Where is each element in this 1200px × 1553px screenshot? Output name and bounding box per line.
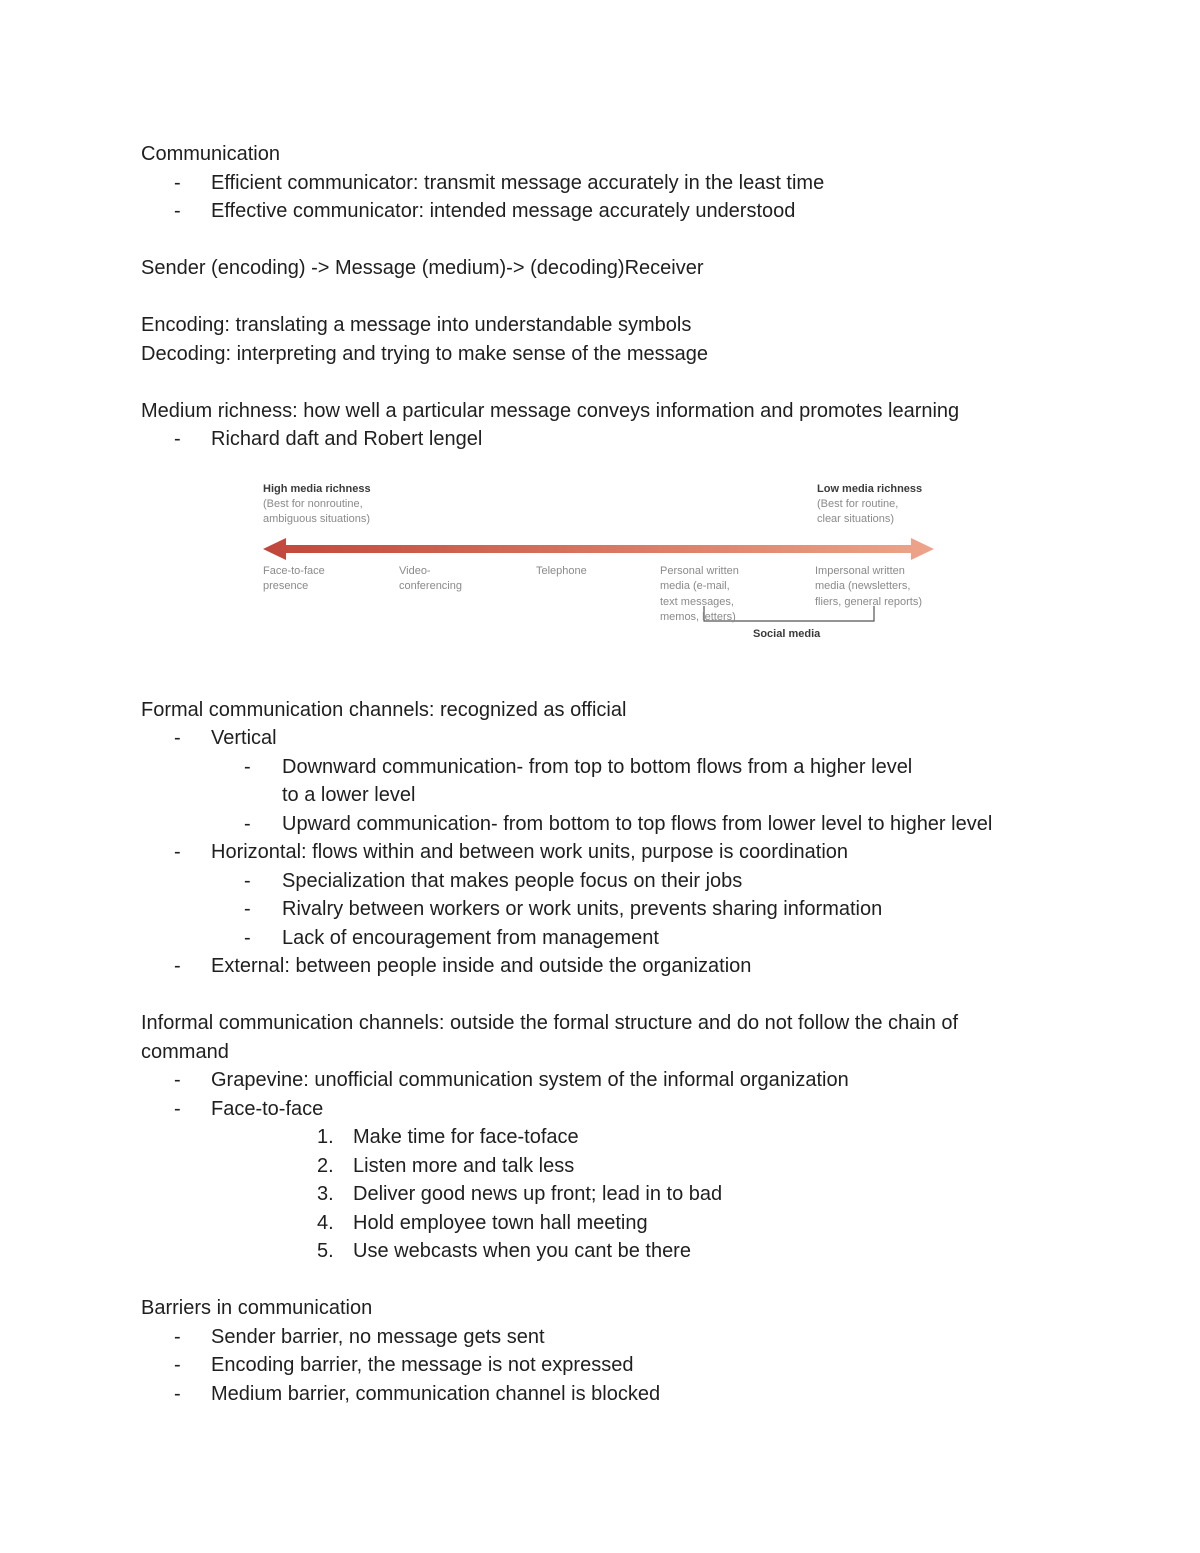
bullet-dash: - — [174, 1354, 181, 1376]
list-item: - Specialization that makes people focus on their jobs — [141, 867, 1061, 896]
medium-richness-definition: Medium richness: how well a particular message conveys information and promotes learning — [141, 399, 960, 422]
list-item: - Upward communication- from bottom to top flows from lower level to higher level — [141, 810, 1061, 839]
numbered-item: 2. Listen more and talk less — [141, 1152, 1061, 1181]
number-marker: 3. — [317, 1183, 334, 1205]
media-item-personal-written: Personal written media (e-mail, text messages, memos, letters) — [660, 564, 739, 623]
section-title-communication: Communication — [141, 143, 280, 165]
bullet-dash: - — [174, 727, 181, 749]
list-item: - Vertical — [141, 724, 1061, 753]
list-item: - External: between people inside and outside the organization — [141, 952, 1061, 981]
high-richness-title: High media richness — [263, 482, 371, 495]
media-item-impersonal-written: Impersonal written media (newsletters, fliers, general reports) — [815, 564, 922, 608]
document-body — [141, 140, 1061, 1408]
number-marker: 5. — [317, 1240, 334, 1262]
media-item-face-to-face: Face-to-face presence — [263, 564, 325, 592]
bullet-dash: - — [244, 898, 251, 920]
low-richness-title: Low media richness — [817, 482, 923, 495]
formal-heading: Formal communication channels: recognized as official — [141, 698, 627, 721]
informal-heading: Informal communication channels: outside the formal structure and do not follow the chain of command — [141, 1012, 959, 1063]
bullet-dash: - — [174, 841, 181, 863]
list-item: - Effective communicator: intended message accurately understood — [141, 197, 1061, 226]
numbered-item: 1. Make time for face-toface — [141, 1123, 1061, 1152]
number-marker: 1. — [317, 1126, 334, 1148]
list-item: - Face-to-face — [141, 1095, 1061, 1124]
list-item: - Grapevine: unofficial communication system of the informal organization — [141, 1066, 1061, 1095]
list-item: - Sender barrier, no message gets sent — [141, 1323, 1061, 1352]
list-item: - Lack of encouragement from management — [141, 924, 1061, 953]
barriers-heading: Barriers in communication — [141, 1297, 373, 1319]
list-item: - Medium barrier, communication channel is blocked — [141, 1380, 1061, 1409]
bullet-dash: - — [244, 869, 251, 892]
richness-arrow — [263, 538, 934, 560]
list-item: - Rivalry between workers or work units, prevents sharing information — [141, 895, 1061, 924]
list-item: - Efficient communicator: transmit message accurately in the least time — [141, 169, 1061, 198]
number-marker: 4. — [317, 1211, 334, 1234]
list-item: - Horizontal: flows within and between work units, purpose is coordination — [141, 838, 1061, 867]
process-line: Sender (encoding) -> Message (medium)-> (decoding)Receiver — [141, 257, 704, 279]
list-item: - Downward communication- from top to bottom flows from a higher level to a lower level — [141, 753, 932, 810]
bullet-dash: - — [174, 171, 181, 194]
bullet-dash: - — [244, 926, 251, 949]
numbered-item: 4. Hold employee town hall meeting — [141, 1209, 1061, 1238]
high-richness-subtitle: (Best for nonroutine, ambiguous situations) — [263, 497, 371, 525]
list-item: - Encoding barrier, the message is not expressed — [141, 1351, 1061, 1380]
bullet-dash: - — [174, 428, 181, 450]
low-richness-subtitle: (Best for routine, clear situations) — [817, 497, 899, 525]
bullet-dash: - — [174, 1097, 181, 1120]
list-item: - Richard daft and Robert lengel — [141, 425, 1061, 454]
number-marker: 2. — [317, 1154, 334, 1177]
media-richness-diagram — [141, 456, 1061, 696]
bullet-dash: - — [174, 1069, 181, 1091]
bullet-dash: - — [174, 955, 181, 977]
bullet-dash: - — [174, 1325, 181, 1348]
numbered-item: 5. Use webcasts when you cant be there — [141, 1237, 1061, 1266]
bullet-dash: - — [174, 200, 181, 222]
numbered-item: 3. Deliver good news up front; lead in to bad — [141, 1180, 1061, 1209]
bullet-dash: - — [244, 812, 251, 835]
encoding-definition: Encoding: translating a message into understandable symbols — [141, 314, 692, 336]
media-item-video-conferencing: Video- conferencing — [399, 564, 462, 592]
bullet-dash: - — [174, 1382, 181, 1405]
bullet-dash: - — [244, 755, 251, 778]
decoding-definition: Decoding: interpreting and trying to make sense of the message — [141, 342, 708, 365]
social-media-label: Social media — [753, 627, 821, 640]
media-item-telephone: Telephone — [536, 564, 587, 577]
